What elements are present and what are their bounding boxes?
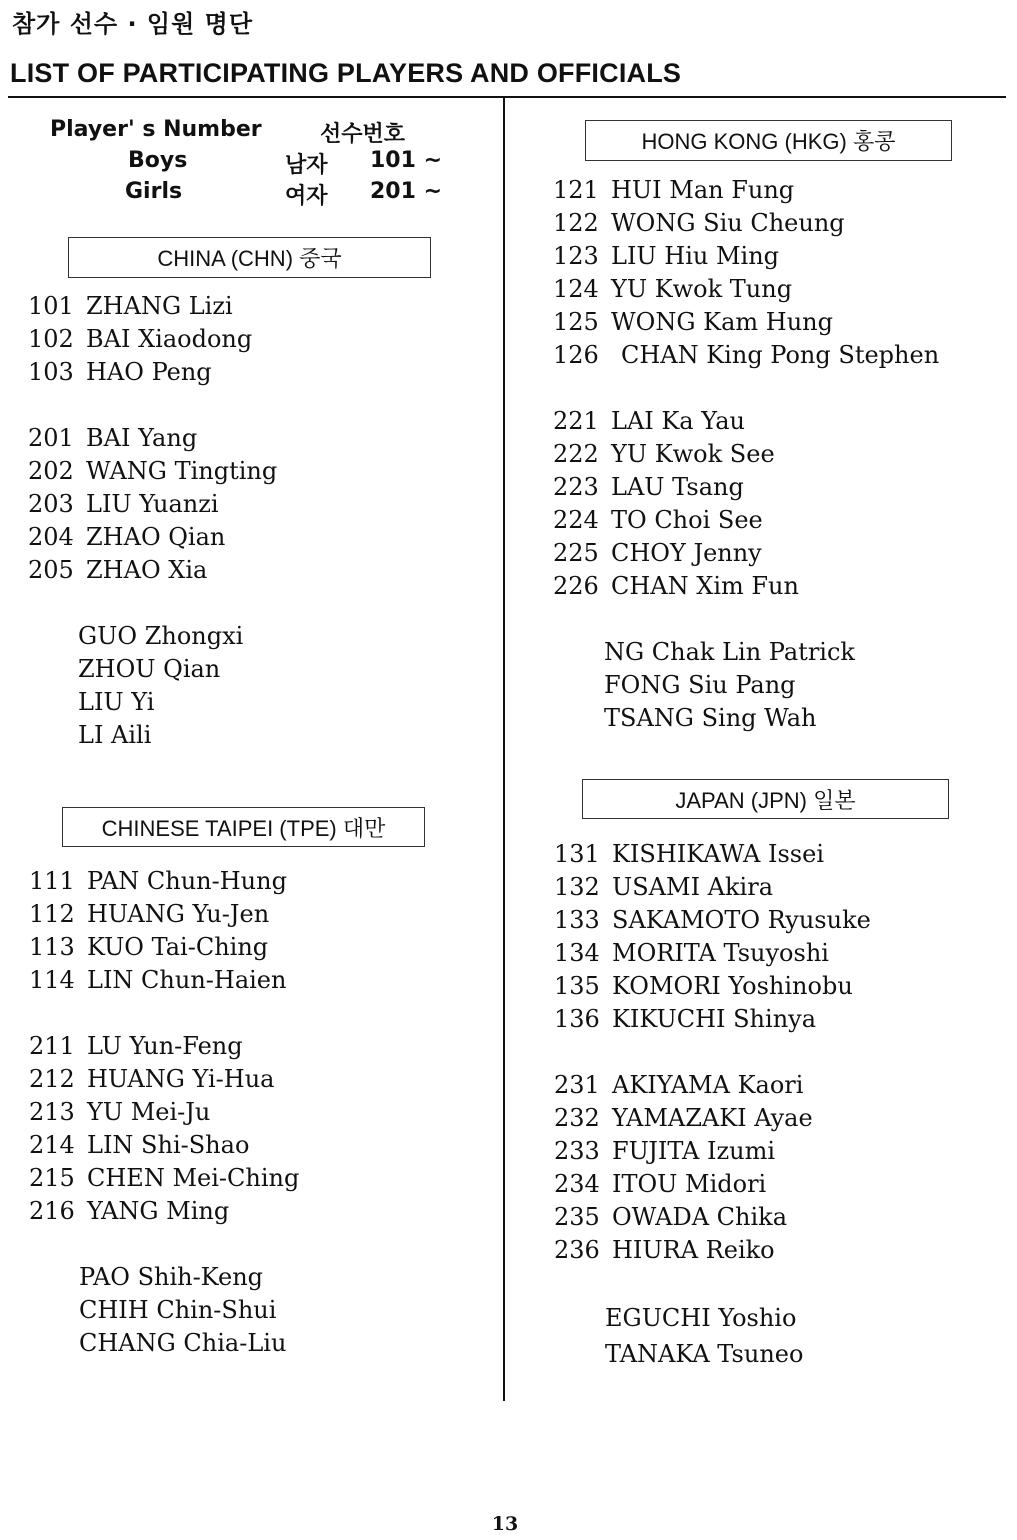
player-number: 233: [554, 1137, 600, 1165]
player-number: 222: [553, 440, 599, 468]
player-number: 231: [554, 1071, 600, 1099]
player-entry: [553, 537, 939, 570]
player-number: 136: [554, 1005, 600, 1033]
player-entry: [29, 865, 299, 898]
player-name: ZHAO Xia: [86, 556, 208, 584]
player-entry: [28, 488, 277, 521]
player-entry: [553, 306, 939, 339]
official-name: ZHOU Qian: [78, 655, 221, 683]
player-name: YAMAZAKI Ayae: [612, 1104, 813, 1132]
player-number: 126: [553, 341, 599, 369]
player-entry: [554, 1168, 871, 1201]
player-name: WANG Tingting: [86, 457, 278, 485]
official-name: GUO Zhongxi: [78, 622, 244, 650]
player-number: 232: [554, 1104, 600, 1132]
legend-girls-kr: 여자: [285, 184, 328, 209]
player-number: 226: [553, 572, 599, 600]
player-name: HUANG Yi-Hua: [87, 1065, 275, 1093]
player-entry: [554, 1069, 871, 1102]
player-number: 131: [554, 840, 600, 868]
player-entry: [554, 1234, 871, 1267]
player-number: 102: [28, 325, 74, 353]
player-name: LIU Yuanzi: [86, 490, 219, 518]
player-name: ITOU Midori: [612, 1170, 767, 1198]
player-name: FUJITA Izumi: [612, 1137, 776, 1165]
player-name: AKIYAMA Kaori: [612, 1071, 804, 1099]
player-number: 124: [553, 275, 599, 303]
player-number: 123: [553, 242, 599, 270]
player-name: HIURA Reiko: [612, 1236, 775, 1264]
player-number: 121: [553, 176, 599, 204]
player-entry: [554, 1003, 871, 1036]
player-number: 221: [553, 407, 599, 435]
player-name: WONG Siu Cheung: [611, 209, 845, 237]
page-number: 13: [491, 1513, 519, 1535]
player-entry: [28, 521, 277, 554]
player-name: OWADA Chika: [612, 1203, 788, 1231]
official-name: CHANG Chia-Liu: [79, 1329, 287, 1357]
player-number: 111: [29, 867, 75, 895]
player-name: ZHANG Lizi: [86, 292, 233, 320]
official-name: PAO Shih-Keng: [79, 1263, 264, 1291]
legend-boys-start: 101 ~: [370, 148, 443, 173]
player-number: 103: [28, 358, 74, 386]
player-entry: [553, 405, 939, 438]
player-name: YU Kwok Tung: [611, 275, 793, 303]
player-name: LAI Ka Yau: [611, 407, 745, 435]
player-number: 212: [29, 1065, 75, 1093]
player-number: 224: [553, 506, 599, 534]
player-number: 101: [28, 292, 74, 320]
player-name: WONG Kam Hung: [611, 308, 833, 336]
player-name: KISHIKAWA Issei: [612, 840, 825, 868]
player-name: HUANG Yu-Jen: [87, 900, 270, 928]
legend-players-number-kr: 선수번호: [320, 122, 406, 147]
team-header-hongkong: HONG KONG (HKG) 홍콩: [585, 120, 952, 161]
player-entry: [554, 838, 871, 871]
player-name: YU Kwok See: [611, 440, 775, 468]
team-roster-taipei: [29, 865, 299, 1360]
player-number: 122: [553, 209, 599, 237]
player-name: PAN Chun-Hung: [87, 867, 287, 895]
player-number: 133: [554, 906, 600, 934]
player-entry: [28, 323, 277, 356]
player-number: 215: [29, 1164, 75, 1192]
player-entry: [553, 207, 939, 240]
header-divider: [8, 96, 1006, 98]
player-entry: [29, 1030, 299, 1063]
player-number: 201: [28, 424, 74, 452]
legend-boys-en: Boys: [128, 148, 188, 173]
player-name: MORITA Tsuyoshi: [612, 939, 829, 967]
player-entry: [29, 1096, 299, 1129]
player-name: KIKUCHI Shinya: [612, 1005, 817, 1033]
legend-boys-kr: 남자: [285, 153, 328, 178]
player-entry: [554, 1102, 871, 1135]
player-number: 113: [29, 933, 75, 961]
player-name: CHAN Xim Fun: [611, 572, 799, 600]
player-name: CHEN Mei-Ching: [87, 1164, 300, 1192]
player-number: 223: [553, 473, 599, 501]
player-entry: [29, 1195, 299, 1228]
player-entry: [28, 554, 277, 587]
player-number: 204: [28, 523, 74, 551]
official-name: CHIH Chin-Shui: [79, 1296, 277, 1324]
player-entry: [29, 898, 299, 931]
player-entry: [553, 570, 939, 603]
player-name: CHAN King Pong Stephen: [621, 341, 940, 369]
player-entry: [553, 339, 939, 372]
player-number: 235: [554, 1203, 600, 1231]
player-entry: [553, 240, 939, 273]
player-entry: [29, 931, 299, 964]
player-number: 225: [553, 539, 599, 567]
player-entry: [29, 1129, 299, 1162]
player-name: BAI Yang: [86, 424, 198, 452]
player-entry: [553, 438, 939, 471]
player-name: YU Mei-Ju: [87, 1098, 211, 1126]
player-number: 211: [29, 1032, 75, 1060]
player-name: KUO Tai-Ching: [87, 933, 269, 961]
official-name: FONG Siu Pang: [604, 671, 796, 699]
page-title-korean: 참가 선수 · 임원 명단: [12, 10, 254, 38]
player-name: USAMI Akira: [612, 873, 774, 901]
player-name: LAU Tsang: [611, 473, 744, 501]
player-name: HAO Peng: [86, 358, 212, 386]
player-number: 132: [554, 873, 600, 901]
team-header-japan: JAPAN (JPN) 일본: [582, 779, 949, 819]
player-entry: [553, 273, 939, 306]
player-number: 234: [554, 1170, 600, 1198]
team-roster-hongkong: [553, 174, 939, 735]
official-name: TSANG Sing Wah: [604, 704, 817, 732]
player-number: 112: [29, 900, 75, 928]
legend-players-number-en: Player' s Number: [50, 117, 262, 142]
player-entry: [28, 455, 277, 488]
player-entry: [29, 1162, 299, 1195]
player-number: 203: [28, 490, 74, 518]
legend-girls-start: 201 ~: [370, 179, 443, 204]
player-name: LU Yun-Feng: [87, 1032, 243, 1060]
player-name: HUI Man Fung: [611, 176, 795, 204]
player-number: 214: [29, 1131, 75, 1159]
player-name: TO Choi See: [611, 506, 763, 534]
player-name: CHOY Jenny: [611, 539, 762, 567]
player-number: 213: [29, 1098, 75, 1126]
player-name: ZHAO Qian: [86, 523, 226, 551]
player-number: 135: [554, 972, 600, 1000]
player-entry: [28, 356, 277, 389]
team-roster-japan: [554, 838, 871, 1372]
player-entry: [554, 970, 871, 1003]
player-name: LIN Chun-Haien: [87, 966, 287, 994]
player-entry: [553, 471, 939, 504]
player-entry: [554, 904, 871, 937]
player-entry: [554, 1135, 871, 1168]
team-header-china: CHINA (CHN) 중국: [68, 237, 431, 278]
page-title-english: LIST OF PARTICIPATING PLAYERS AND OFFICIALS: [10, 58, 682, 88]
column-divider: [503, 97, 505, 1401]
player-name: SAKAMOTO Ryusuke: [612, 906, 871, 934]
player-number: 205: [28, 556, 74, 584]
player-number: 114: [29, 966, 75, 994]
player-number: 134: [554, 939, 600, 967]
official-name: TANAKA Tsuneo: [605, 1340, 804, 1368]
player-entry: [554, 1201, 871, 1234]
player-entry: [553, 174, 939, 207]
player-number: 202: [28, 457, 74, 485]
player-name: LIN Shi-Shao: [87, 1131, 250, 1159]
legend-girls-en: Girls: [125, 179, 183, 204]
team-header-taipei: CHINESE TAIPEI (TPE) 대만: [62, 807, 425, 847]
official-name: LIU Yi: [78, 688, 155, 716]
player-entry: [28, 422, 277, 455]
official-name: EGUCHI Yoshio: [605, 1304, 797, 1332]
player-entry: [554, 871, 871, 904]
player-number: 236: [554, 1236, 600, 1264]
official-name: NG Chak Lin Patrick: [604, 638, 855, 666]
player-entry: [554, 937, 871, 970]
team-roster-china: [28, 290, 277, 752]
official-name: LI Aili: [78, 721, 152, 749]
player-entry: [29, 1063, 299, 1096]
player-name: LIU Hiu Ming: [611, 242, 780, 270]
player-number: 125: [553, 308, 599, 336]
player-number: 216: [29, 1197, 75, 1225]
player-name: YANG Ming: [87, 1197, 230, 1225]
player-entry: [553, 504, 939, 537]
player-name: BAI Xiaodong: [86, 325, 253, 353]
player-entry: [29, 964, 299, 997]
player-name: KOMORI Yoshinobu: [612, 972, 853, 1000]
player-entry: [28, 290, 277, 323]
